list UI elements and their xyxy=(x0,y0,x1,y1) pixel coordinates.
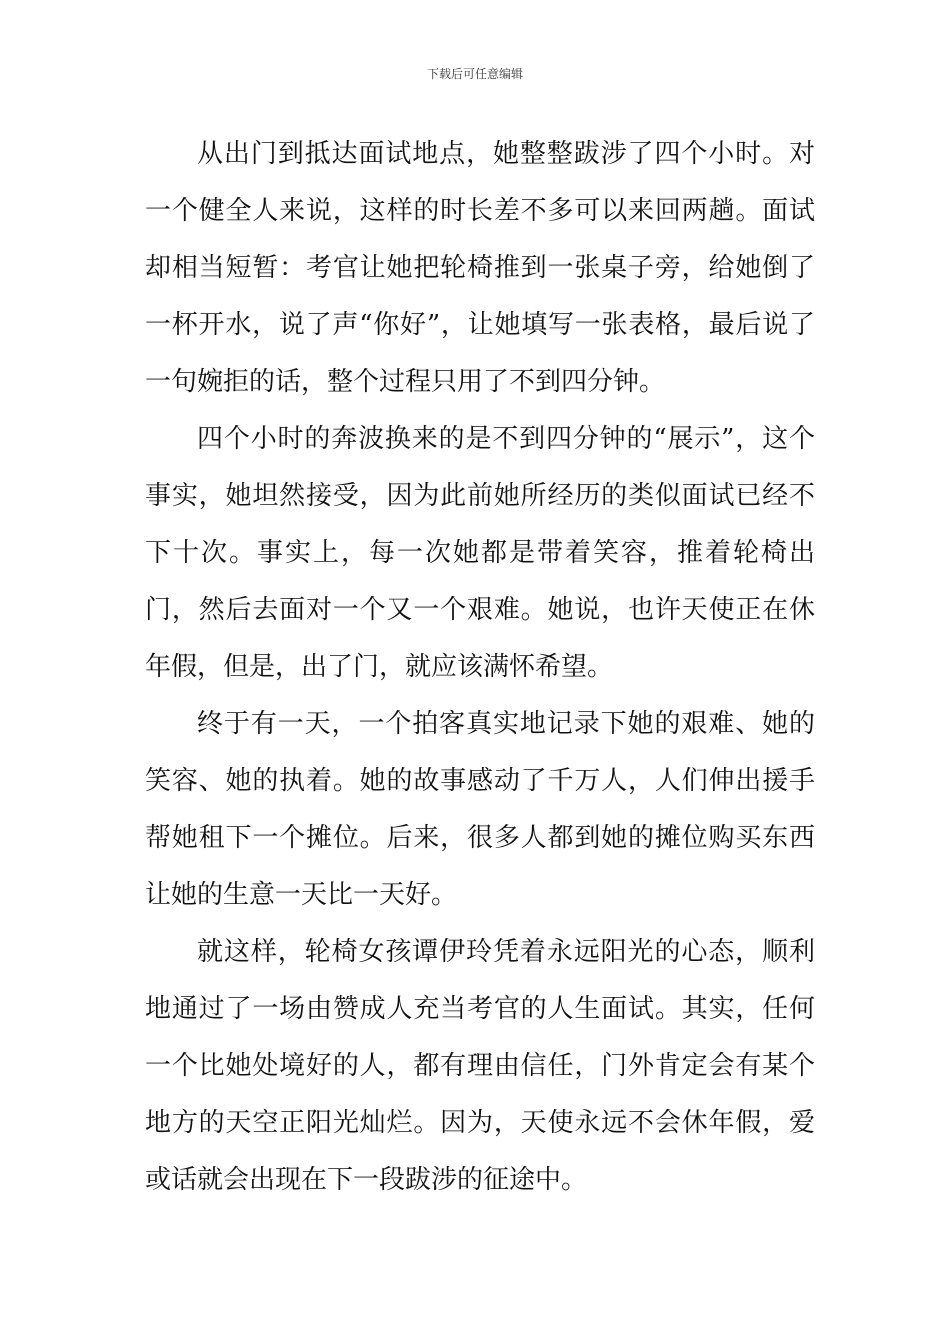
article-body xyxy=(145,126,815,1209)
paragraph-2: 四个小时的奔波换来的是不到四分钟的“展示”，这个事实，她坦然接受，因为此前她所经历的类似面试已经不下十次。事实上，每一次她都是带着笑容，推着轮椅出门，然后去面对一个又一个艰难。她说，也许天使正在休年假，但是，出了门，就应该满怀希望。 xyxy=(145,424,815,682)
paragraph-1: 从出门到抵达面试地点，她整整跋涉了四个小时。对一个健全人来说，这样的时长差不多可以来回两趟。面试却相当短暂：考官让她把轮椅推到一张桌子旁，给她倒了一杯开水，说了声“你好”，让她填写一张表格，最后说了一句婉拒的话，整个过程只用了不到四分钟。 xyxy=(145,139,815,397)
paragraph-3: 终于有一天，一个拍客真实地记录下她的艰难、她的笑容、她的执着。她的故事感动了千万人，人们伸出援手帮她租下一个摊位。后来，很多人都到她的摊位购买东西让她的生意一天比一天好。 xyxy=(145,709,815,910)
paragraph-4: 就这样，轮椅女孩谭伊玲凭着永远阳光的心态，顺利地通过了一场由赞成人充当考官的人生面试。其实，任何一个比她处境好的人，都有理由信任，门外肯定会有某个地方的天空正阳光灿烂。因为，天使永远不会休年假，爱或话就会出现在下一段跋涉的征途中。 xyxy=(145,937,815,1195)
page-header: 下载后可任意编辑 xyxy=(426,67,523,81)
